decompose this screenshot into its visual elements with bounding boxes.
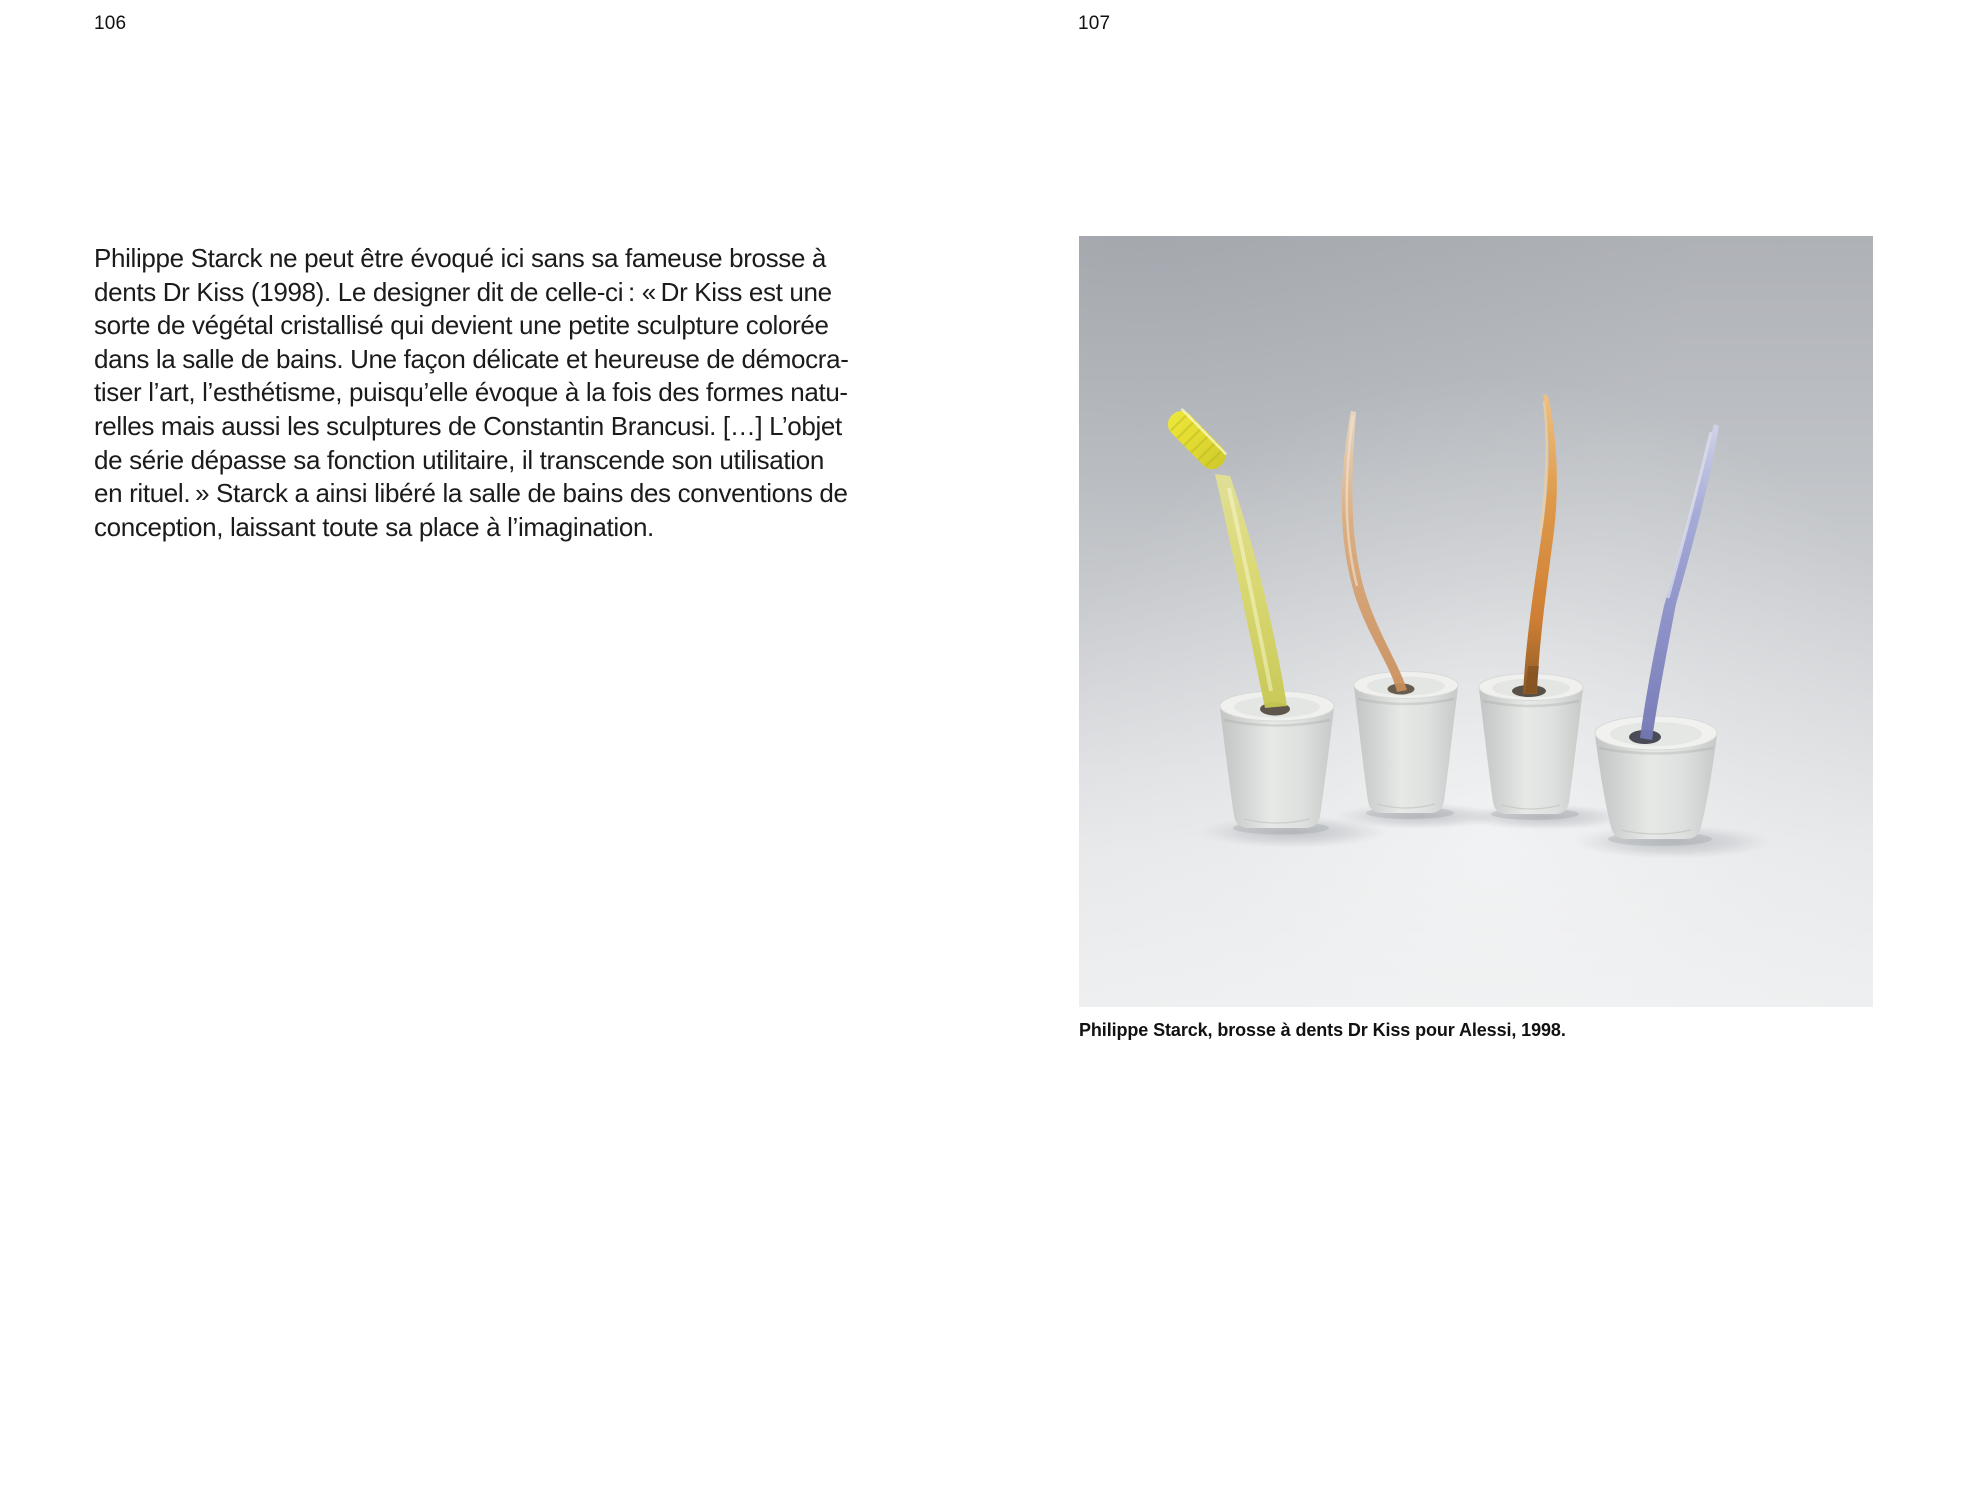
text-line: dans la salle de bains. Une façon délicate et heureuse de démocra- (94, 343, 849, 374)
porcelain-cup (1354, 672, 1458, 820)
text-line: dents Dr Kiss (1998). Le designer dit de celle-ci : « Dr Kiss est une (94, 276, 832, 307)
text-line: relles mais aussi les sculptures de Constantin Brancusi. […] L’objet (94, 410, 842, 441)
text-line: tiser l’art, l’esthétisme, puisqu’elle évoque à la fois des formes natu- (94, 377, 848, 408)
photo-dr-kiss-toothbrushes (1079, 236, 1873, 1007)
body-text (94, 242, 849, 544)
porcelain-cup (1220, 691, 1334, 835)
toothbrush-photo-illustration (1079, 236, 1873, 1007)
text-line: en rituel. » Starck a ainsi libéré la salle de bains des conventions de (94, 478, 848, 509)
porcelain-cup (1595, 716, 1717, 846)
text-line: Philippe Starck ne peut être évoqué ici sans sa fameuse brosse à (94, 243, 827, 273)
photo-caption: Philippe Starck, brosse à dents Dr Kiss pour Alessi, 1998. (1079, 1020, 1566, 1040)
text-line: conception, laissant toute sa place à l’imagination. (94, 511, 654, 542)
right-page-number: 107 (1078, 13, 1111, 34)
text-line: sorte de végétal cristallisé qui devient une petite sculpture colorée (94, 310, 829, 341)
left-page-number: 106 (94, 13, 127, 34)
porcelain-cup (1479, 674, 1583, 821)
text-line: de série dépasse sa fonction utilitaire, il transcende son utilisation (94, 444, 824, 475)
